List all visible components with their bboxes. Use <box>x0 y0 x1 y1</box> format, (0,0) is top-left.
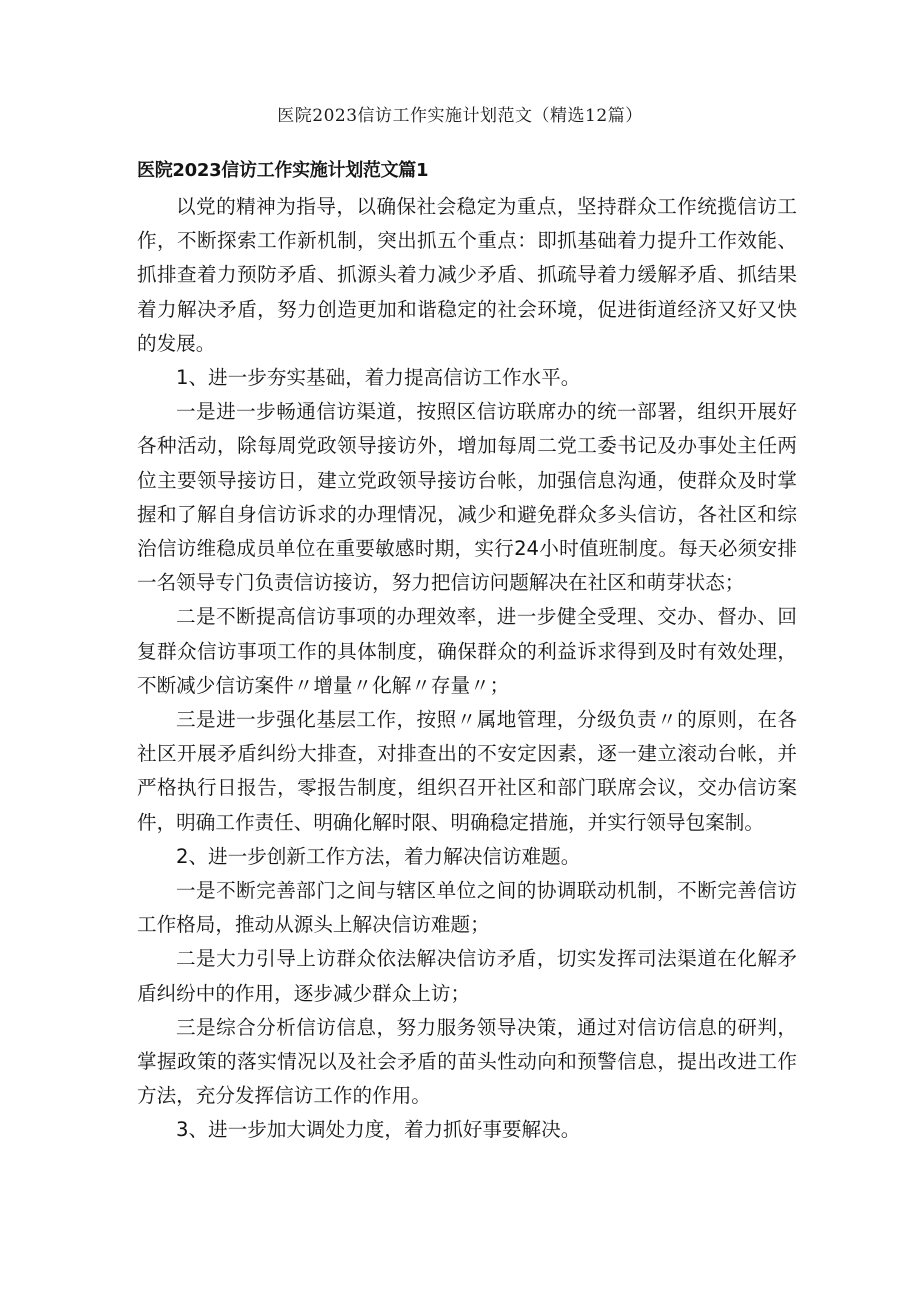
paragraph-point-1-b: 二是不断提高信访事项的办理效率，进一步健全受理、交办、督办、回复群众信访事项工作的具体制度，确保群众的利益诉求得到及时有效处理，不断减少信访案件〃增量〃化解〃存量〃； <box>137 605 797 697</box>
document-title: 医院2023信访工作实施计划范文（精选12篇） <box>277 106 643 126</box>
paragraph-point-1-c: 三是进一步强化基层工作，按照〃属地管理，分级负责〃的原则，在各社区开展矛盾纠纷大排查，对排查出的不安定因素，逐一建立滚动台帐，并严格执行日报告，零报告制度，组织召开社区和部门联席会议，交办信访案件，明确工作责任、明确化解时限、明确稳定措施，并实行领导包案制。 <box>137 708 797 834</box>
paragraph-point-1-a: 一是进一步畅通信访渠道，按照区信访联席办的统一部署，组织开展好各种活动，除每周党政领导接访外，增加每周二党工委书记及办事处主任两位主要领导接访日，建立党政领导接访台帐，加强信息沟通，使群众及时掌握和了解自身信访诉求的办理情况，减少和避免群众多头信访，各社区和综治信访维稳成员单位在重要敏感时期，实行24小时值班制度。每天必须安排一名领导专门负责信访接访，努力把信访问题解决在社区和萌芽状态； <box>137 400 797 595</box>
paragraph-point-2-a: 一是不断完善部门之间与辖区单位之间的协调联动机制，不断完善信访工作格局，推动从源头上解决信访难题； <box>137 879 797 937</box>
paragraph-point-1-heading: 1、进一步夯实基础，着力提高信访工作水平。 <box>176 366 581 390</box>
paragraph-point-2-b: 二是大力引导上访群众依法解决信访矛盾，切实发挥司法渠道在化解矛盾纠纷中的作用，逐步减少群众上访； <box>137 947 797 1005</box>
section-heading: 医院2023信访工作实施计划范文篇1 <box>137 160 429 181</box>
paragraph-intro: 以党的精神为指导，以确保社会稳定为重点，坚持群众工作统揽信访工作，不断探索工作新机制，突出抓五个重点：即抓基础着力提升工作效能、抓排查着力预防矛盾、抓源头着力减少矛盾、抓疏导着力缓解矛盾、抓结果着力解决矛盾，努力创造更加和谐稳定的社会环境，促进街道经济又好又快的发展。 <box>137 195 797 355</box>
paragraph-point-2-c: 三是综合分析信访信息，努力服务领导决策，通过对信访信息的研判，掌握政策的落实情况以及社会矛盾的苗头性动向和预警信息，提出改进工作方法，充分发挥信访工作的作用。 <box>137 1015 797 1108</box>
document-body <box>137 190 797 1148</box>
paragraph-point-3-heading: 3、进一步加大调处力度，着力抓好事要解决。 <box>176 1118 581 1142</box>
paragraph-point-2-heading: 2、进一步创新工作方法，着力解决信访难题。 <box>176 844 581 868</box>
